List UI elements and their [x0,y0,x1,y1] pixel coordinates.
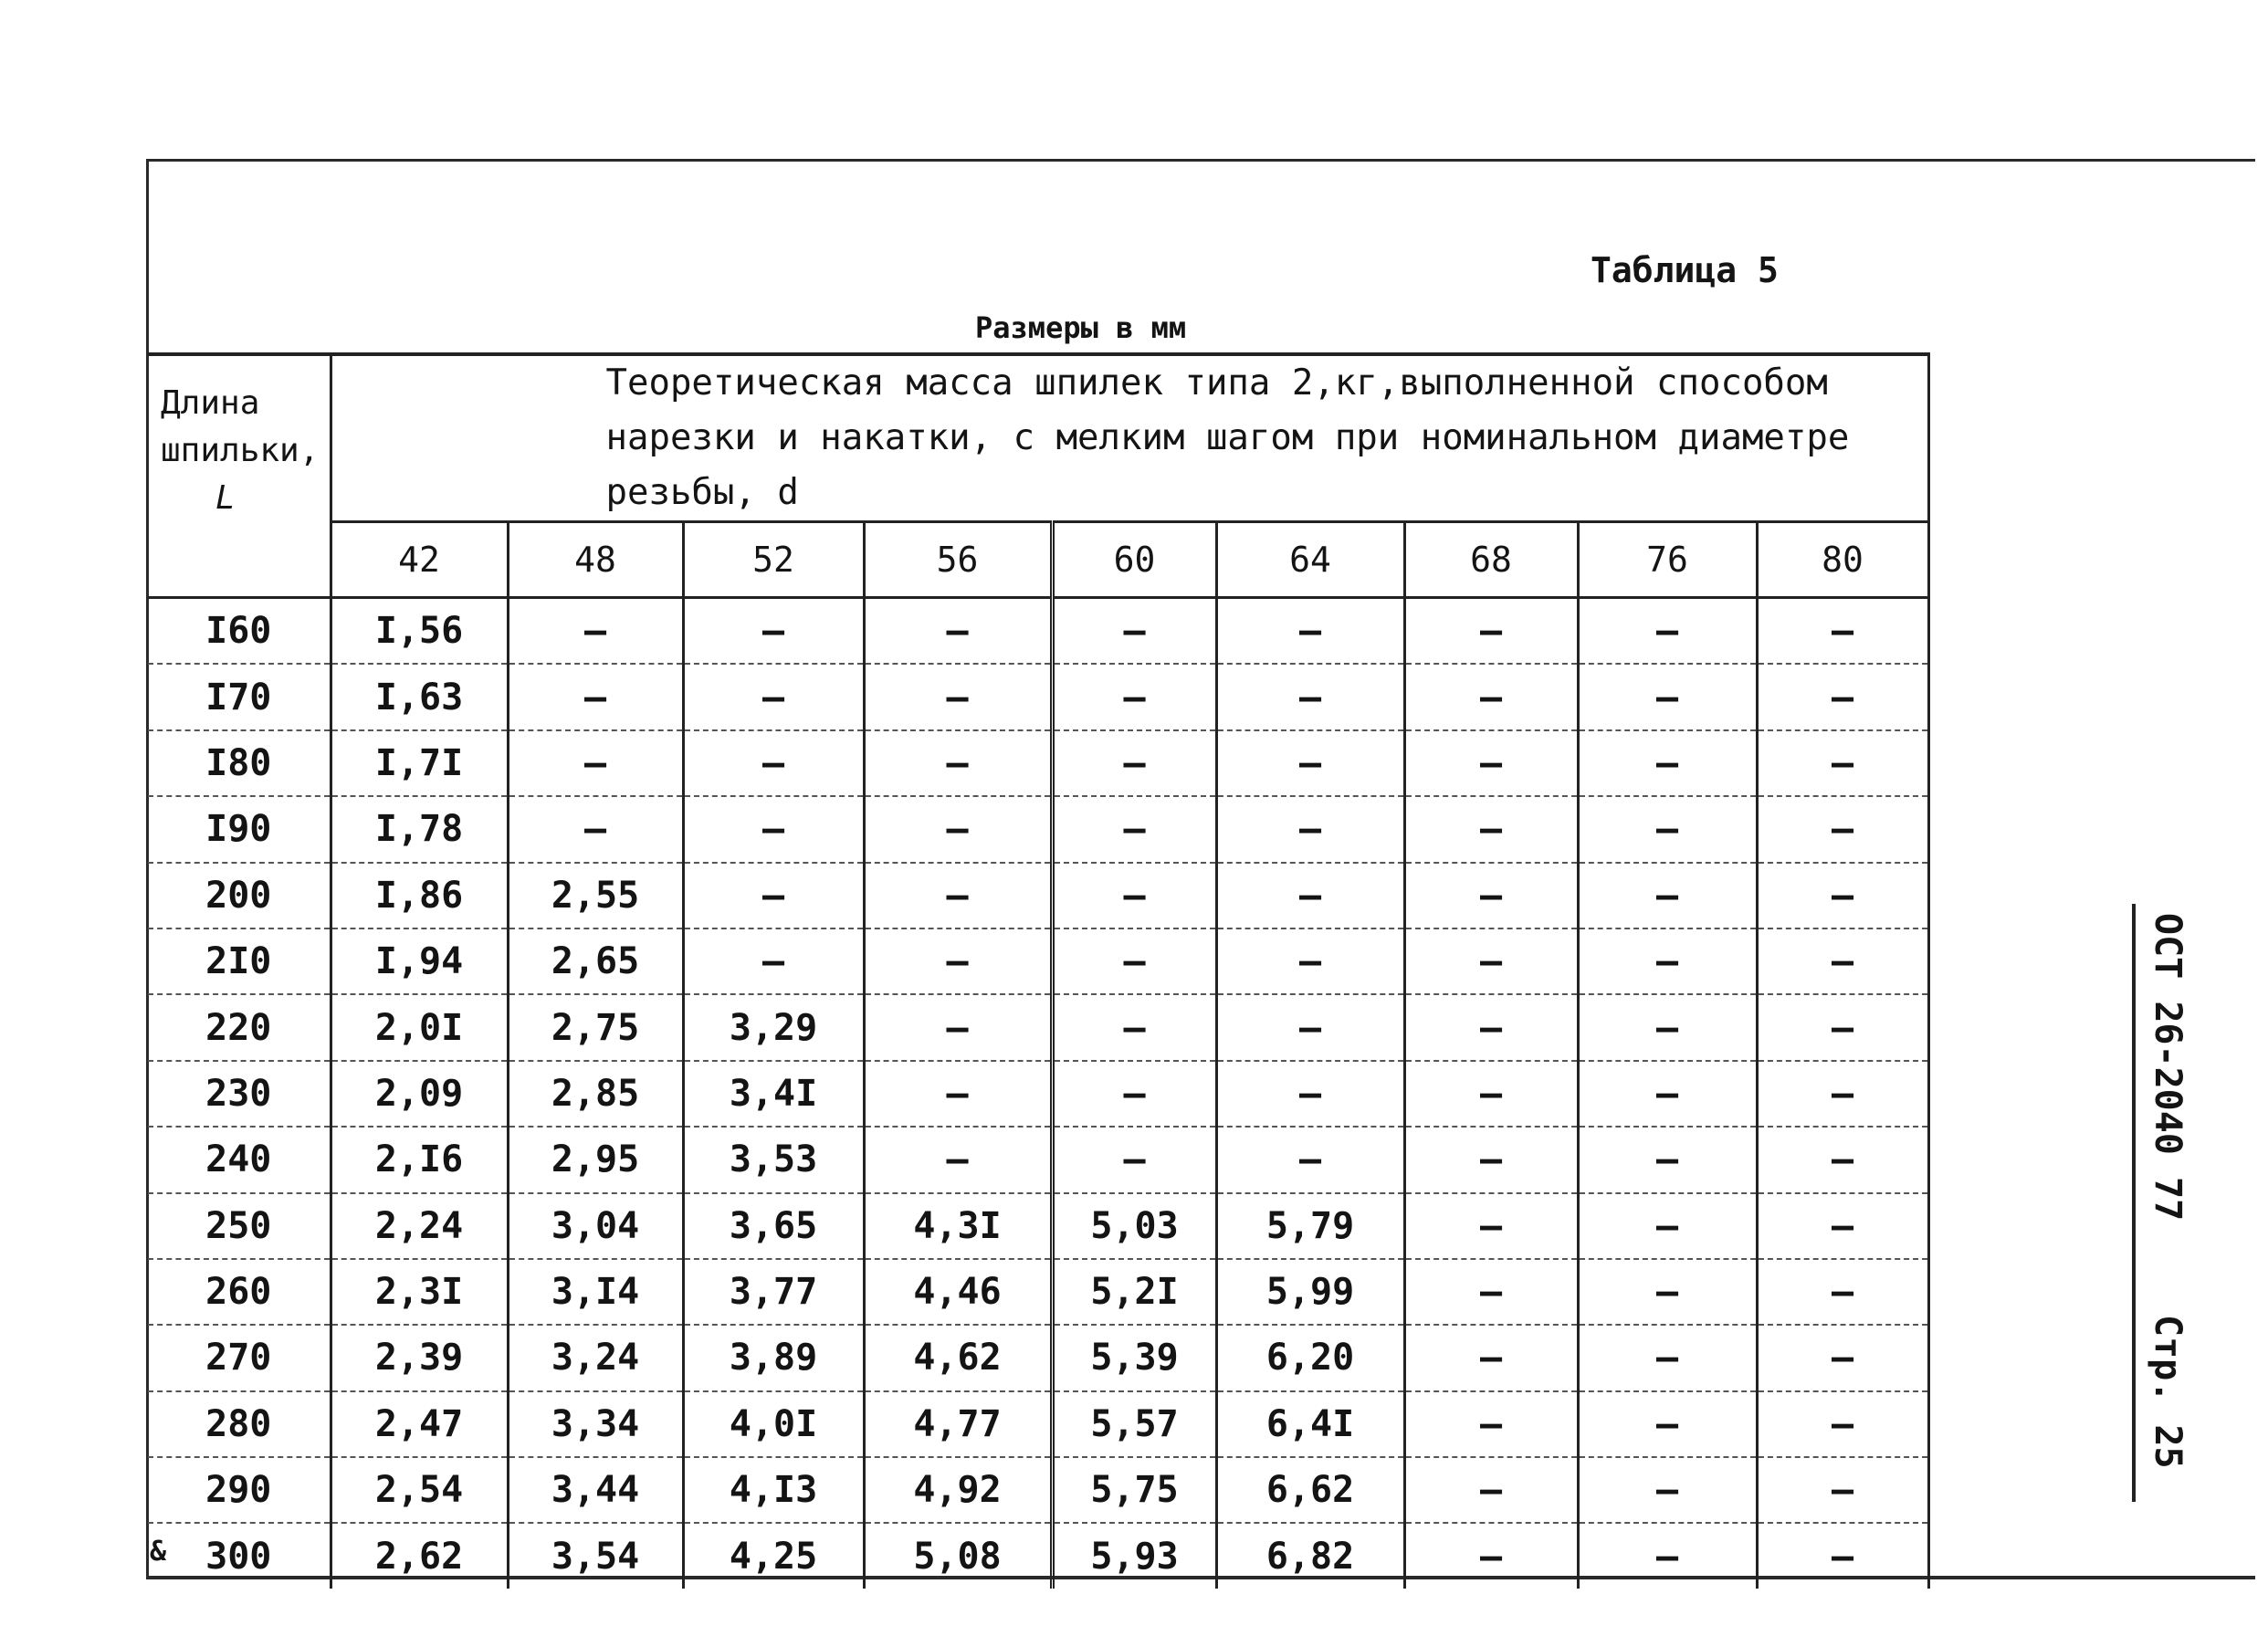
mass-cell: – [1404,928,1578,994]
mass-cell: I,56 [331,598,508,665]
mass-cell: 2,24 [331,1193,508,1259]
mass-cell: – [683,863,864,928]
diameter-header: 60 [1052,522,1216,598]
mass-cell: – [1578,664,1757,729]
mass-cell: – [508,664,683,729]
mass-cell: – [1216,1061,1404,1127]
mass-cell: – [1216,1127,1404,1192]
table-row [148,1127,1928,1192]
mass-cell: – [1052,928,1216,994]
mass-cell: 3,I4 [508,1259,683,1325]
mass-cell: 2,75 [508,994,683,1060]
mass-cell: – [864,863,1052,928]
mass-cell: – [1578,1061,1757,1127]
length-cell: I80 [148,730,331,796]
mass-cell: 2,0I [331,994,508,1060]
mass-cell: – [1578,1391,1757,1457]
mass-cell: – [1216,730,1404,796]
table-row [148,1061,1928,1127]
mass-cell: 5,03 [1052,1193,1216,1259]
mass-cell: 6,62 [1216,1457,1404,1523]
mass-cell: – [1052,664,1216,729]
mass-cell: – [1216,928,1404,994]
mass-cell: 2,39 [331,1325,508,1390]
mass-cell: 2,09 [331,1061,508,1127]
mass-cell: – [1404,994,1578,1060]
mass-cell: – [1404,1325,1578,1390]
mass-cell: – [683,730,864,796]
diameter-header: 76 [1578,522,1757,598]
length-header-line-1: Длина [161,384,260,422]
length-cell: 2I0 [148,928,331,994]
mass-cell: 3,65 [683,1193,864,1259]
mass-cell: 2,47 [331,1391,508,1457]
mass-cell: – [1404,1523,1578,1588]
mass-cell: – [1404,730,1578,796]
mass-cell: 4,0I [683,1391,864,1457]
mass-cell: – [864,664,1052,729]
mass-cell: 4,92 [864,1457,1052,1523]
length-cell: 270 [148,1325,331,1390]
mass-cell: – [1052,1127,1216,1192]
mass-cell: 5,79 [1216,1193,1404,1259]
table-row [148,1259,1928,1325]
description-line-1: Теоретическая масса шпилек типа 2,кг,выполненной способом [605,362,1828,404]
table-row [148,994,1928,1060]
mass-cell: – [1578,730,1757,796]
mass-cell: – [508,598,683,665]
table-row [148,1391,1928,1457]
table-row [148,1457,1928,1523]
mass-cell: – [683,664,864,729]
mass-cell: – [1578,598,1757,665]
table-row [148,796,1928,862]
corner-mark: & [150,1536,167,1568]
table-row [148,1523,1928,1588]
mass-cell: – [1216,664,1404,729]
mass-cell: – [508,796,683,862]
mass-cell: – [1216,994,1404,1060]
length-cell: 260 [148,1259,331,1325]
units-caption: Размеры в мм [975,310,1187,345]
mass-cell: – [683,796,864,862]
mass-cell: – [1216,796,1404,862]
mass-cell: 3,04 [508,1193,683,1259]
mass-cell: 3,29 [683,994,864,1060]
diameter-header: 56 [864,522,1052,598]
description-line-2: нарезки и накатки, с мелким шагом при номинальном диаметре резьбы, d [605,417,1850,513]
frame-top-line [146,159,2255,162]
table-row [148,928,1928,994]
length-cell: 290 [148,1457,331,1523]
length-header [148,354,331,598]
length-header-line-2: шпильки, [161,432,320,469]
mass-cell: 3,4I [683,1061,864,1127]
table-label: Таблица 5 [1591,250,1779,290]
diameter-header: 68 [1404,522,1578,598]
mass-cell: 2,55 [508,863,683,928]
length-cell: 280 [148,1391,331,1457]
mass-cell: – [1757,1523,1928,1588]
diameter-header: 52 [683,522,864,598]
length-cell: 220 [148,994,331,1060]
mass-cell: I,63 [331,664,508,729]
mass-cell: 2,85 [508,1061,683,1127]
mass-cell: 5,39 [1052,1325,1216,1390]
mass-cell: 3,77 [683,1259,864,1325]
mass-cell: 5,75 [1052,1457,1216,1523]
mass-cell: – [1757,1457,1928,1523]
mass-cell: – [683,928,864,994]
mass-cell: – [1757,1061,1928,1127]
mass-cell: – [1578,1523,1757,1588]
mass-cell: 2,62 [331,1523,508,1588]
length-cell: 240 [148,1127,331,1192]
diameter-header: 48 [508,522,683,598]
mass-cell: – [1404,796,1578,862]
mass-cell: – [1578,994,1757,1060]
mass-cell: I,94 [331,928,508,994]
table-row [148,1193,1928,1259]
mass-cell: 6,82 [1216,1523,1404,1588]
mass-cell: – [1578,863,1757,928]
mass-cell: – [1757,730,1928,796]
mass-cell: 5,93 [1052,1523,1216,1588]
diameter-header: 80 [1757,522,1928,598]
length-cell: I70 [148,664,331,729]
mass-cell: 2,3I [331,1259,508,1325]
mass-cell: 4,3I [864,1193,1052,1259]
length-cell: 250 [148,1193,331,1259]
mass-cell: – [1578,1193,1757,1259]
mass-cell: – [1404,1061,1578,1127]
mass-cell: – [864,928,1052,994]
mass-cell: I,7I [331,730,508,796]
mass-cell: 5,08 [864,1523,1052,1588]
mass-cell: – [683,598,864,665]
mass-cell: 4,25 [683,1523,864,1588]
mass-cell: – [1757,598,1928,665]
mass-cell: – [1757,994,1928,1060]
length-header-symbol: L [215,479,236,517]
length-cell: 230 [148,1061,331,1127]
mass-cell: 4,77 [864,1391,1052,1457]
mass-cell: – [1757,664,1928,729]
mass-cell: – [1757,863,1928,928]
mass-table [148,352,1930,1589]
mass-cell: 3,34 [508,1391,683,1457]
mass-cell: – [1404,863,1578,928]
mass-cell: 3,24 [508,1325,683,1390]
mass-cell: – [1052,598,1216,665]
mass-cell: – [1578,1457,1757,1523]
mass-cell: – [1578,1259,1757,1325]
length-cell: 200 [148,863,331,928]
mass-cell: 4,I3 [683,1457,864,1523]
table-body [148,598,1928,1589]
mass-cell: – [1052,796,1216,862]
table-row [148,598,1928,665]
standard-number: ОСТ 26-2040 77 [2147,913,2189,1222]
mass-cell: 2,54 [331,1457,508,1523]
mass-cell: – [1757,928,1928,994]
mass-cell: – [1757,1259,1928,1325]
page-number: Стр. 25 [2147,1315,2189,1469]
mass-cell: 2,65 [508,928,683,994]
mass-cell: 6,4I [1216,1391,1404,1457]
mass-cell: – [1404,1457,1578,1523]
mass-cell: – [1052,994,1216,1060]
table-row [148,730,1928,796]
mass-cell: 3,44 [508,1457,683,1523]
mass-cell: – [864,796,1052,862]
length-cell: I90 [148,796,331,862]
mass-cell: – [1404,598,1578,665]
mass-cell: – [1404,1127,1578,1192]
mass-cell: – [1052,1061,1216,1127]
mass-cell: – [1052,730,1216,796]
diameter-header: 64 [1216,522,1404,598]
mass-cell: – [864,994,1052,1060]
table-row [148,1325,1928,1390]
diameter-header: 42 [331,522,508,598]
mass-cell: 5,2I [1052,1259,1216,1325]
mass-cell: – [1578,1127,1757,1192]
mass-cell: 5,57 [1052,1391,1216,1457]
mass-cell: – [864,598,1052,665]
mass-cell: – [1052,863,1216,928]
mass-cell: – [1404,1193,1578,1259]
mass-description-header [331,354,1928,522]
mass-cell: – [1216,863,1404,928]
mass-cell: – [1404,1259,1578,1325]
mass-cell: – [1757,796,1928,862]
mass-cell: – [1216,598,1404,665]
mass-cell: – [1578,928,1757,994]
mass-cell: – [1578,796,1757,862]
mass-cell: – [1757,1127,1928,1192]
mass-cell: 3,53 [683,1127,864,1192]
mass-cell: 5,99 [1216,1259,1404,1325]
mass-cell: – [1404,1391,1578,1457]
table-row [148,863,1928,928]
mass-cell: 6,20 [1216,1325,1404,1390]
mass-cell: 3,54 [508,1523,683,1588]
mass-cell: – [864,1127,1052,1192]
mass-cell: – [1578,1325,1757,1390]
length-cell: 300 [148,1523,331,1588]
mass-cell: – [508,730,683,796]
mass-cell: 3,89 [683,1325,864,1390]
mass-cell: – [1757,1193,1928,1259]
mass-cell: 2,I6 [331,1127,508,1192]
mass-cell: 4,62 [864,1325,1052,1390]
mass-cell: I,86 [331,863,508,928]
mass-cell: 2,95 [508,1127,683,1192]
length-cell: I60 [148,598,331,665]
mass-cell: – [1757,1391,1928,1457]
diameter-header-row [148,522,1928,598]
mass-cell: – [1404,664,1578,729]
mass-cell: I,78 [331,796,508,862]
mass-cell: 4,46 [864,1259,1052,1325]
table-row [148,664,1928,729]
mass-cell: – [864,730,1052,796]
mass-cell: – [864,1061,1052,1127]
mass-cell: – [1757,1325,1928,1390]
